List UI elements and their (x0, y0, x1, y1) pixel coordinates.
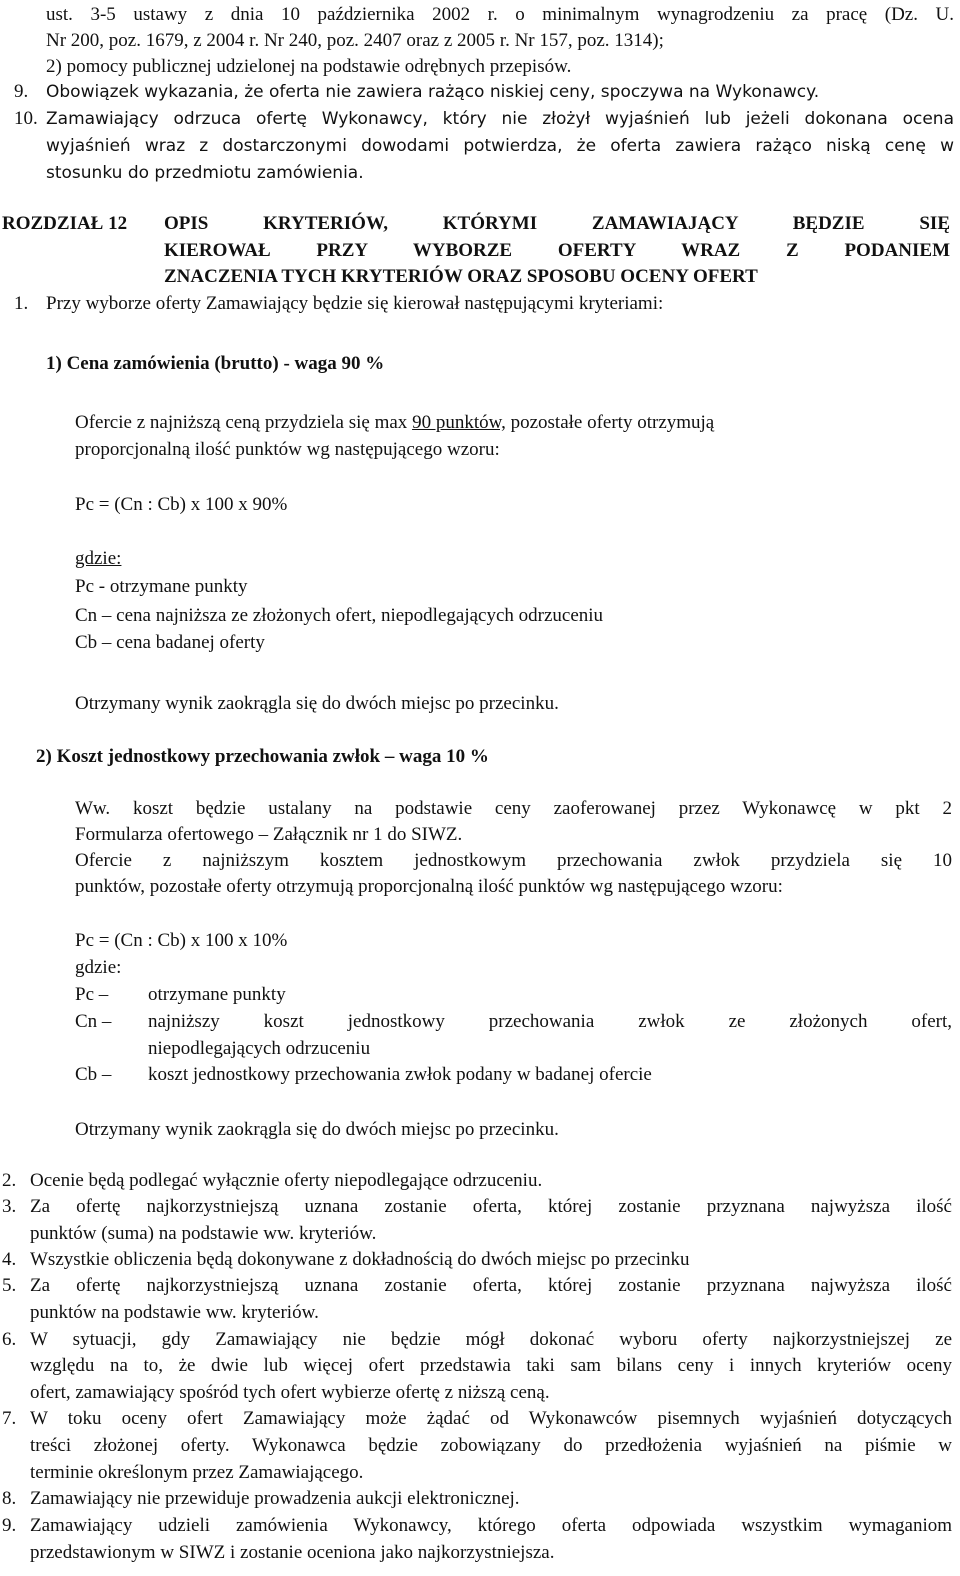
item-number: 5. (2, 1275, 17, 1296)
criterion-heading: 2) Koszt jednostkowy przechowania zwłok – waga 10 % (36, 746, 489, 767)
item-number: 4. (2, 1249, 17, 1270)
definition: otrzymane punkty (148, 984, 286, 1005)
criterion-description: Formularza ofertowego – Załącznik nr 1 do SIWZ. (75, 824, 463, 845)
item-number: 2. (2, 1170, 17, 1191)
item-text: Obowiązek wykazania, że oferta nie zawiera rażąco niskiej ceny, spoczywa na Wykonawcy. (46, 82, 820, 102)
item-text: Przy wyborze oferty Zamawiający będzie się kierował następującymi kryteriami: (46, 293, 664, 314)
criterion-description (75, 411, 714, 435)
item-text: względu na to, że dwie lub więcej ofert przedstawia taki sam bilans ceny i innych kryteriów oceny (30, 1355, 952, 1376)
item-text: stosunku do przedmiotu zamówienia. (46, 163, 364, 183)
item-text: W toku oceny ofert Zamawiający może żądać od Wykonawców pisemnych wyjaśnień dotyczących (30, 1408, 952, 1429)
intro-line: ust. 3-5 ustawy z dnia 10 października 2002 r. o minimalnym wynagrodzeniu za pracę (Dz. U. (46, 4, 954, 25)
chapter-title: ZNACZENIA TYCH KRYTERIÓW ORAZ SPOSOBU OCENY OFERT (164, 266, 758, 287)
chapter-label: ROZDZIAŁ 12 (2, 213, 128, 234)
intro-line: Nr 200, poz. 1679, z 2004 r. Nr 240, poz. 2407 oraz z 2005 r. Nr 157, poz. 1314); (46, 30, 664, 51)
formula: Pc = (Cn : Cb) x 100 x 90% (75, 494, 288, 515)
definition: koszt jednostkowy przechowania zwłok podany w badanej ofercie (148, 1064, 652, 1085)
item-text: Za ofertę najkorzystniejszą uznana zostanie oferta, której zostanie przyznana najwyższa ilość (30, 1275, 952, 1296)
item-text: Zamawiający udzieli zamówienia Wykonawcy, którego oferta odpowiada wszystkim wymaganiom (30, 1515, 952, 1536)
criterion-heading: 1) Cena zamówienia (brutto) - waga 90 % (46, 353, 385, 374)
chapter-title: OPIS KRYTERIÓW, KTÓRYMI ZAMAWIAJĄCY BĘDZIE SIĘ (164, 213, 950, 234)
definition-symbol: Cn – (75, 1011, 112, 1032)
item-text: Za ofertę najkorzystniejszą uznana zostanie oferta, której zostanie przyznana najwyższa ilość (30, 1196, 952, 1217)
item-text: Ocenie będą podlegać wyłącznie oferty niepodlegające odrzuceniu. (30, 1170, 543, 1191)
item-number: 9. (14, 81, 29, 102)
criterion-description: proporcjonalną ilość punktów wg następującego wzoru: (75, 439, 500, 460)
item-text: W sytuacji, gdy Zamawiający nie będzie mógł dokonać wyboru oferty najkorzystniejszej ze (30, 1329, 952, 1350)
item-text: Zamawiający odrzuca ofertę Wykonawcy, który nie złożył wyjaśnień lub jeżeli dokonana ocena (46, 109, 954, 129)
definition-symbol: Cb – (75, 1064, 112, 1085)
rounding-note: Otrzymany wynik zaokrągla się do dwóch miejsc po przecinku. (75, 693, 559, 714)
where-label: gdzie: (75, 957, 122, 978)
criterion-description: Ofercie z najniższym kosztem jednostkowym przechowania zwłok przydziela się 10 (75, 850, 952, 871)
definition: najniższy koszt jednostkowy przechowania zwłok ze złożonych ofert, (148, 1011, 952, 1032)
definition-symbol: Pc – (75, 984, 109, 1005)
where-label: gdzie: (75, 548, 122, 569)
item-number: 10. (14, 108, 38, 129)
item-text: Zamawiający nie przewiduje prowadzenia aukcji elektronicznej. (30, 1488, 520, 1509)
item-number: 9. (2, 1515, 17, 1536)
item-number: 7. (2, 1408, 17, 1429)
item-text: punktów (suma) na podstawie ww. kryteriów. (30, 1223, 377, 1244)
item-text: treści złożonej oferty. Wykonawca będzie zobowiązany do przedłożenia wyjaśnień na piśmie w (30, 1435, 952, 1456)
definition: Pc - otrzymane punkty (75, 576, 248, 597)
item-text: Wszystkie obliczenia będą dokonywane z dokładnością do dwóch miejsc po przecinku (30, 1249, 690, 1270)
item-text: wyjaśnień wraz z dostarczonymi dowodami potwierdza, że oferta zawiera rażąco niską cenę w (46, 136, 954, 156)
definition: niepodlegających odrzuceniu (148, 1038, 371, 1059)
formula: Pc = (Cn : Cb) x 100 x 10% (75, 930, 288, 951)
item-text: terminie określonym przez Zamawiającego. (30, 1462, 364, 1483)
item-number: 6. (2, 1329, 17, 1350)
item-number: 1. (14, 293, 29, 314)
item-text: punktów na podstawie ww. kryteriów. (30, 1302, 319, 1323)
item-number: 8. (2, 1488, 17, 1509)
definition: Cb – cena badanej oferty (75, 632, 265, 653)
description-text: pozostałe oferty otrzymują (505, 412, 715, 433)
points-underlined: 90 punktów, (412, 412, 506, 433)
chapter-title: KIEROWAŁ PRZY WYBORZE OFERTY WRAZ Z PODANIEM (164, 240, 950, 261)
item-text: przedstawionym w SIWZ i zostanie oceniona jako najkorzystniejsza. (30, 1542, 555, 1563)
intro-line: 2) pomocy publicznej udzielonej na podstawie odrębnych przepisów. (46, 56, 572, 77)
rounding-note: Otrzymany wynik zaokrągla się do dwóch miejsc po przecinku. (75, 1119, 559, 1140)
item-number: 3. (2, 1196, 17, 1217)
description-text: Ofercie z najniższą ceną przydziela się max (75, 412, 413, 433)
item-text: ofert, zamawiający spośród tych ofert wybierze ofertę z niższą ceną. (30, 1382, 550, 1403)
criterion-description: punktów, pozostałe oferty otrzymują proporcjonalną ilość punktów wg następującego wzoru: (75, 876, 783, 897)
definition: Cn – cena najniższa ze złożonych ofert, niepodlegających odrzuceniu (75, 605, 604, 626)
criterion-description: Ww. koszt będzie ustalany na podstawie ceny zaoferowanej przez Wykonawcę w pkt 2 (75, 798, 952, 819)
